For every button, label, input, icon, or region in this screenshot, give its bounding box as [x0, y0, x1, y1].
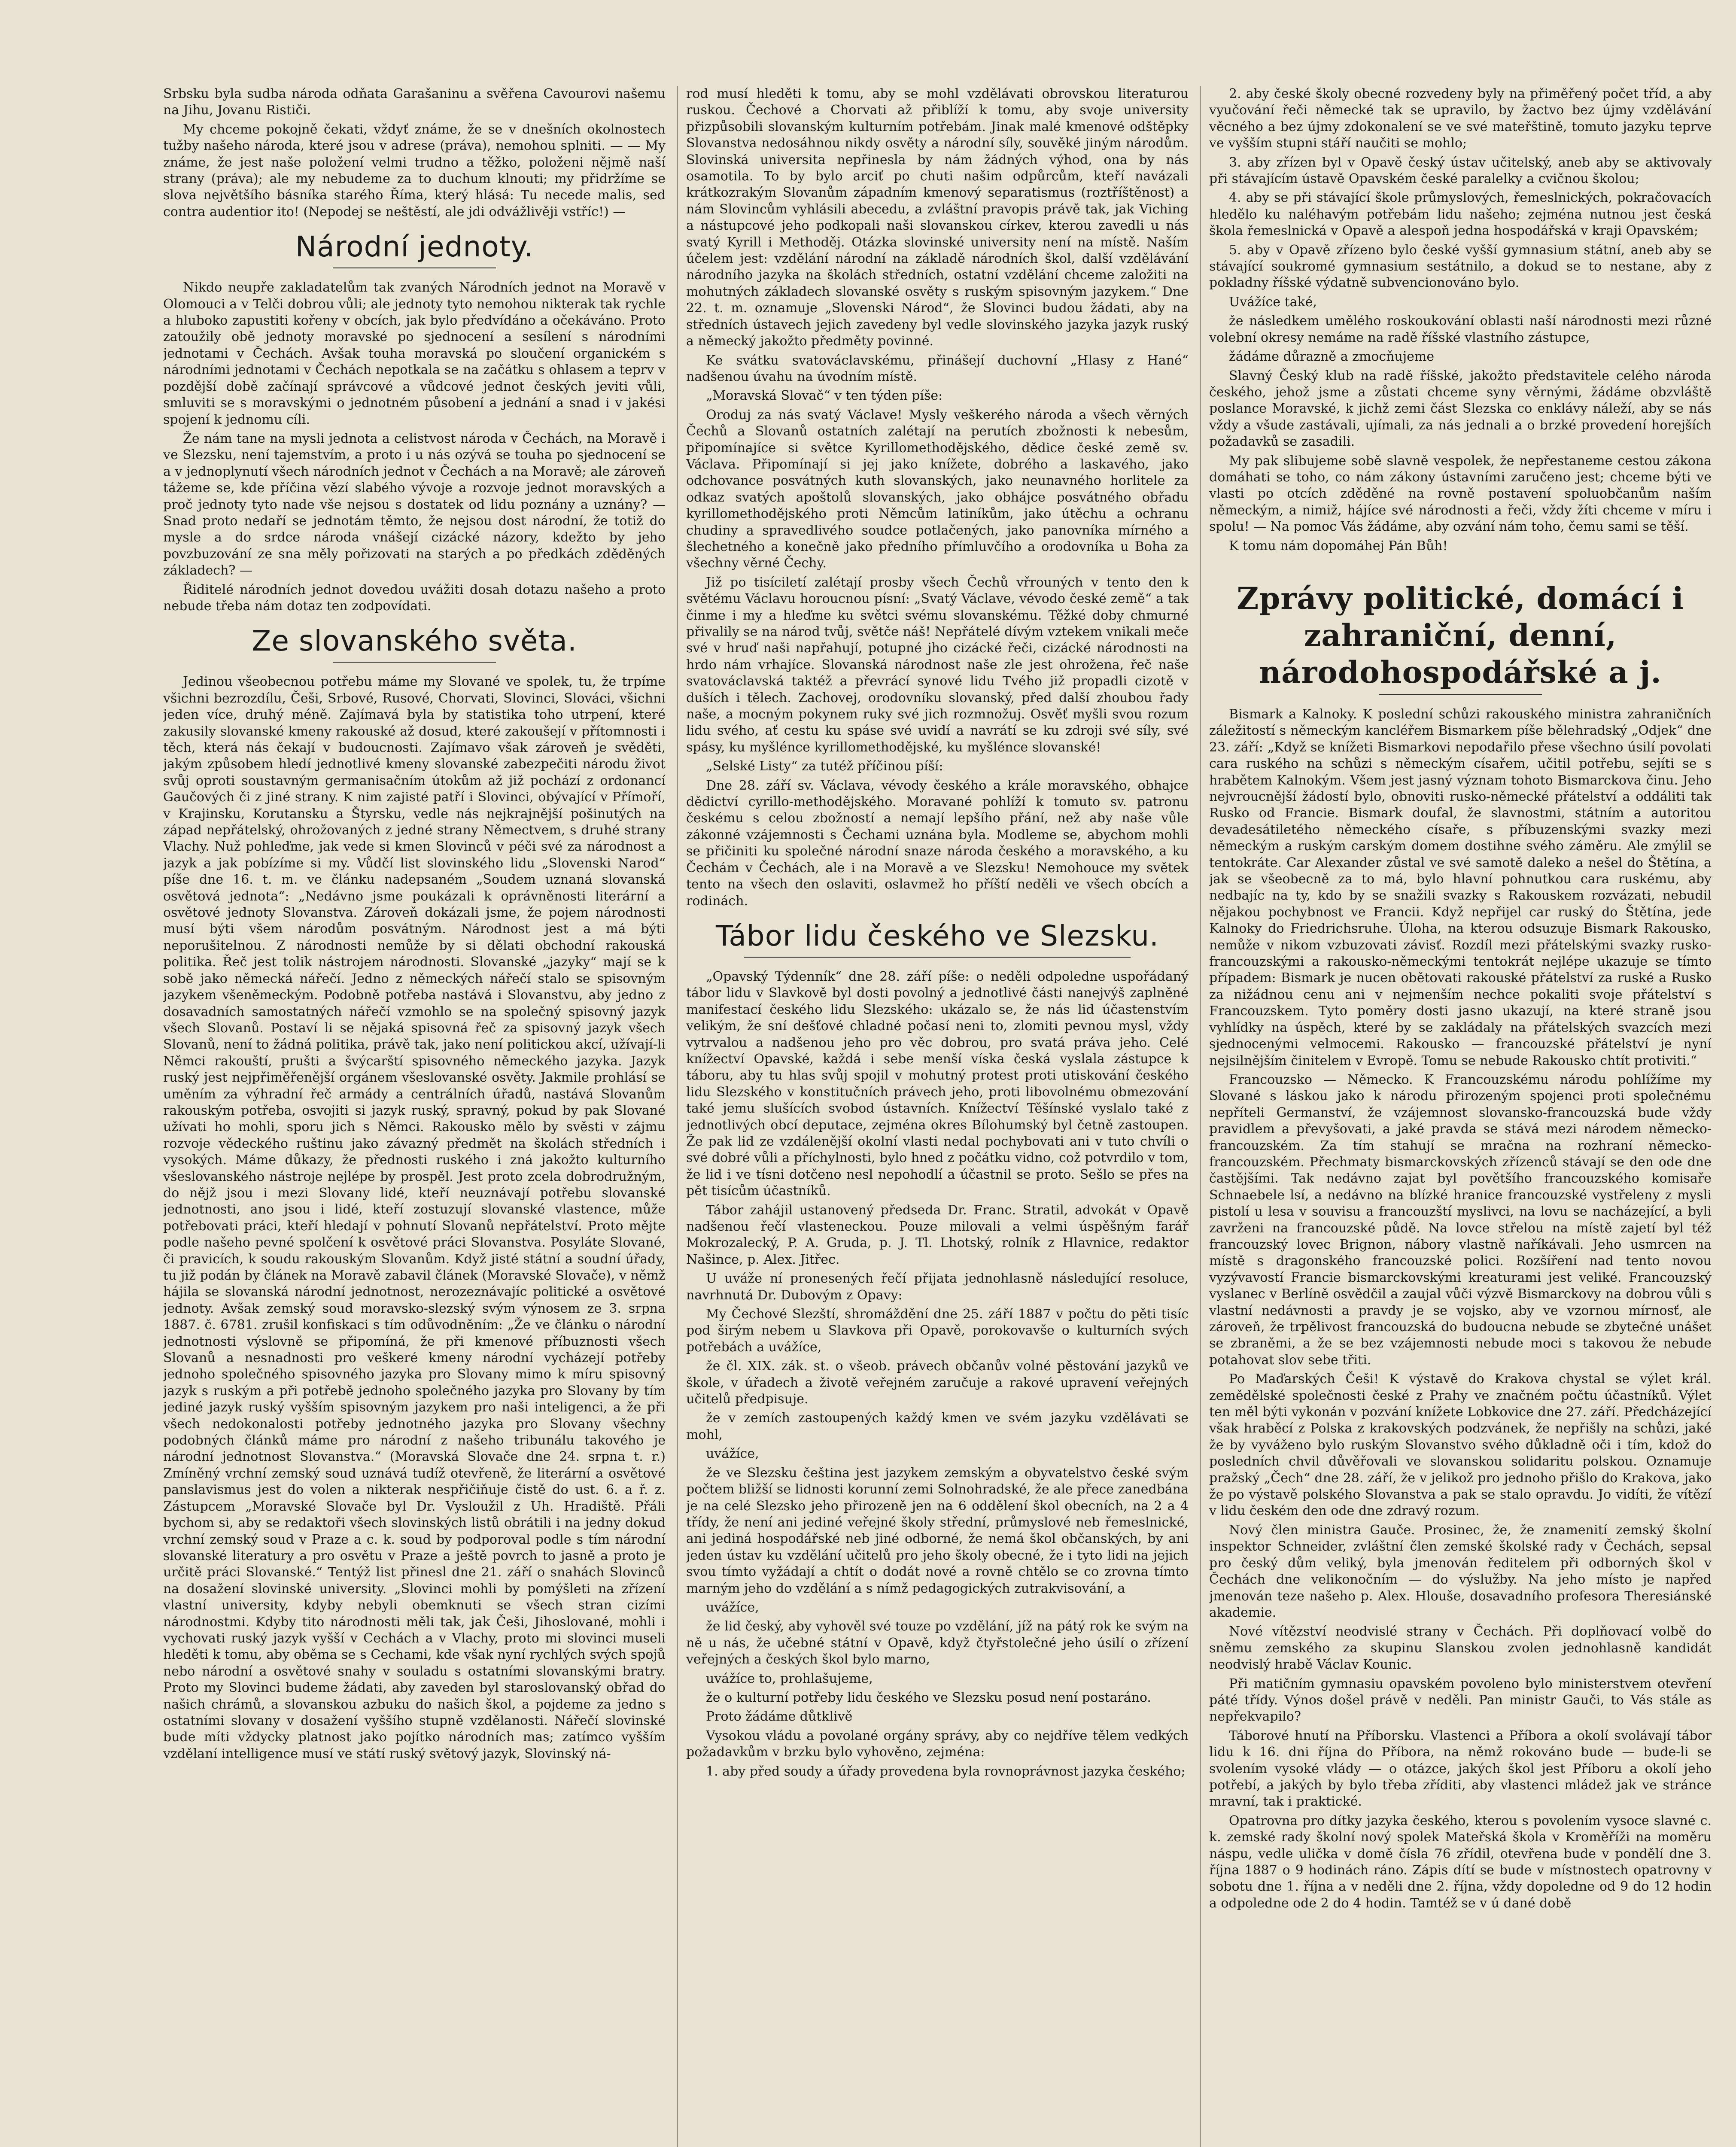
paragraph: že čl. XIX. zák. st. o všeob. právech občanův volné pěstování jazyků ve škole, v úřadech a životě veřejném zaručuje a rakové upravení veřejných učitelů předpisuje. [686, 1359, 1189, 1407]
heading-ze-slovanskeho-sveta: Ze slovanského světa. [252, 624, 577, 658]
paragraph: že ve Slezsku čeština jest jazykem zemským a obyvatelstvo české svým počtem bližší se lidnosti korunní zemi Solnohradské, že ale přece zanedbána je na celé Slezsko jeho přirozeně jen na 6 oddělení škol obecních, na 2 a 4 třídy, že není ani jediné veřejné školy střední, průmyslové neb řemeslnické, ani jediná hospodářské neb jiné odborné, že nemá škol občanských, by ani jeden ústav ku vzdělání učitelů pro jeho školy obecné, že i tyto lidi na jejich svou tímto vyžádají a chtít o dodát nové a rovně chtělo se co zrovna tímto marným jeho do vzdělání a s nímž pedagogických zutrakvisování, a [686, 1465, 1189, 1596]
heading-narodni-jednoty: Národní jednoty. [295, 230, 534, 264]
paragraph: 1. aby před soudy a úřady provedena byla rovnoprávnost jazyka českého; [706, 1764, 1186, 1779]
paragraph: žádáme důrazně a zmocňujeme [1229, 349, 1435, 365]
paragraph: 4. aby se při stávající škole průmyslových, řemeslnických, pokračovacích hledělo ku naléhavým potřebám lidu našeho; zejména nutnou jest česká škola řemeslnická v Opavě a alespoň jedna hospodářská v kraji Opavském; [1209, 190, 1712, 239]
paragraph: Slavný Český klub na radě říšské, jakožto představitele celého národa českého, jehož jsme a zůstati chceme syny věrnými, žádáme obzvláště poslance Moravské, k jichž zemi část Slezska co enklávy náleží, aby se nás vždy a všude zastávali, ujímali, za nás jednali a o brzké provedení horejších požadavků se zasadili. [1209, 368, 1712, 450]
paragraph: Že nám tane na mysli jednota a celistvost národa v Čechách, na Moravě i ve Slezsku, není tajemstvím, a proto i u nás ozývá se touha po sjednocení se a v jednoplynutí všech národních jednot v Čechách a na Moravě; ale zároveň tážeme se, kde příčina vězí slabého vývoje a rozvoje jednot moravských a proč jednoty tyto nade vše nejsou s dostatek od lidu poznány a uznány? — Snad proto nedaří se jednotám těmto, že nejsou dost národní, že totiž do mysle a do srdce národa vnášejí cizácké názory, kdežto by jeho povzbuzování ze sna měly pořizovati na starých a po předkách zděděných základech? — [163, 431, 666, 578]
paragraph: Při matičním gymnasiu opavském povoleno bylo ministerstvem otevření páté třídy. Výnos došel právě v neděli. Pan ministr Gauči, to Vás stále as nepřekvapilo? [1209, 1676, 1712, 1724]
paragraph: uvážíce, [706, 1446, 759, 1462]
paragraph: Uvážíce také, [1229, 294, 1317, 310]
paragraph: Tábor zahájil ustanovený předseda Dr. Franc. Stratil, advokát v Opavě nadšenou řečí vlasteneckou. Pouze milovali a velmi úspěšným farář Mokrozalecký, P. A. Gruda, p. J. Tl. Lhotský, rolník z Hlavnice, redaktor Našince, p. Alex. Jitřec. [686, 1202, 1189, 1267]
paragraph: My pak slibujeme sobě slavně vespolek, že nepřestaneme cestou zákona domáhati se toho, co nám zákony ústavními zaručeno jest; chceme býti ve vlasti po otcích zděděné na rovně postavení spoluobčanům naším německým, a nimiž, hájíce své národnosti a řeči, vždy žíti chceme v míru i spolu! — Na pomoc Vás žádáme, aby ozvání nám toho, čemu sami se těší. [1209, 453, 1712, 535]
heading-underline [1379, 694, 1542, 695]
paragraph: Oroduj za nás svatý Václave! Mysly veškerého národa a všech věrných Čechů a Slovanů ostatních zalétají na perutích zbožnosti k nebesům, připomínajíce si světce Kyrillomethodějského, dědice české země sv. Václava. Připomínají si jej jako knížete, dobrého a laskavého, jako odchovance posvátných kuth slovanských, jako neunavného horlitele za odkaz svatých apoštolů slovanských, jako obhájce posvátného obřadu kyrillomethodějského proti Němcům latiníkům, jako útěchu a ochranu chudiny a spravedlivého soudce potlačených, jako panovníka mírného a šlechetného a konečně jako předního přímluvčího a orodovníka u Boha za všechny věrné Čechy. [686, 407, 1189, 571]
paragraph: 5. aby v Opavě zřízeno bylo české vyšší gymnasium státní, aneb aby se stávající soukromé gymnasium sestátnilo, a dokud se to nestane, aby z pokladny říšské výdatně subvencionováno bylo. [1209, 242, 1712, 291]
paragraph: Jedinou všeobecnou potřebu máme my Slované ve spolek, tu, že trpíme všichni bezrozdílu, Češi, Srbové, Rusové, Chorvati, Slovinci, Slováci, všichni jeden více, druhý méně. Zajímavá byla by statistika toho utrpení, které zakusily slovanské kmeny rakouské až dosud, které zakoušejí v přítomnosti i těch, která nás čekají v budoucnosti. Zajímavo však zároveň je svěděti, jakým způsobem hledí jednotlivé kmeny slovanské zabezpečiti národu život svůj oproti soustavným germanisačním útokům až již pochází z ordonancí Gaučových či z jiné strany. K nim zajisté patří i Slovinci, obývající v Přímoří, v Krajinsku, Korutansku a Štyrsku, vedle nás nejkrajnější pošinutých na západ nepřátelský, ohrožovaných z jedné strany Němectvem, s druhé strany Vlachy. Nuž pohleďme, jak vede si kmen Slovinců v péči své za národnost a jazyk a jak pobízíme si my. Vůdčí list slovinského lidu „Slovenski Narod“ píše dne 16. t. m. ve článku nadepsaném „Soudem uznaná slovanská osvětová jednota“: „Nedávno jsme poukázali k oprávněnosti literární a osvětové jednoty Slovanstva. Zároveň dokázali jsme, že pojem národnosti musí býti všem národům posvátným. Národnost jest a má býti neporušitelnou. Z národnosti nemůže by si dělati obchodní rakouská politika. Řeč jest tolik nástrojem národnosti. Slovanské „jazyky“ mají se k sobě jako německá nářečí. Jedno z německých nářečí stalo se spisovným jazykem všeněmeckým. Podobně potřeba nastává i Slovanstvu, aby jedno z dosavadních samostatných nářečí vzmohlo se na společný spisovný jazyk všech Slovanů. Postaví li se nějaká spisovná řeč za spisovný jazyk všech Slovanů, není to žádná politika, právě tak, jako není politickou akcí, užívají-li Němci rakouští, prušti a švýcarští spisovného německého jazyka. Jazyk ruský jest nejpřiměřenější orgánem všeslovanské osvěty. Jakmile prohlásí se uměním za výhradní řeč armády a centrálních úřadů, nastává Slovanům rakouským potřeba, osvojiti si jazyk ruský, spravný, pokud by pak Slované užívati ho mohli, sporu jich s Němci. Rakousko mělo by svěsti v zájmu rozvoje vědeckého ruštinu jako závazný předmět na školách středních i vysokých. Máme důkazy, že přednosti ruského i zná jakožto kulturního všeslovanského nástroje nejlépe by prospěl. Jest proto zcela dobrodružným, do nějž jsou i mezi Slovany lidé, kteří neuznávají potřebu slovanské jednotnosti, ano jsou i lidé, kteří zostuzují slovanské vlastence, může potřebovati práci, kteří hledají v pohnutí Slovanů nepřátelství. Proto mějte podle našeho pevné spolčení k osvětové práci Slovanstva. Posyláte Slované, či pravicích, k soudu rakouským Slovanům. Když jisté státní a soudní úřady, tu již podán by článek na Moravě zabavil článek (Moravské Slovače), v němž hájila se slovanská národní jednotnost, nerozeznávajíc politické a osvětové jednoty. Avšak zemský soud moravsko-slezský svým výnosem ze 3. srpna 1887. č. 6781. zrušil konfiskaci s tím odůvodněním: „Že ve článku o národní jednotnosti výslovně se připomíná, že při kmenové příbuznosti všech Slovanů a nesnadnosti pro veškeré kmeny národní vycházejí potřeby jednoho společného spisovného jazyka pro Slovany mimo k míru spisovný jazyk s ruským a při potřebě jednoho společného jazyka pro Slovany by tím jediné jazyk ruský vyšším spisovným jazykem pro naši inteligenci, a že při všech nedokonalosti potřeby jednotného jazyka pro Slovany všechny podobných článků máme pro národní z našeho tribunálu takového je národní jednotnost Slovanstva.“ (Moravská Slovače dne 24. srpna t. r.) Zmíněný vrchní zemský soud uznává tudíž otevřeně, že literární a osvětové panslavismus jest do volen a nikterak nespřičiňuje čistě do ust. 6. a ř. z. Zástupcem „Moravské Slovače byl Dr. Vysloužil z Uh. Hradiště. Přáli bychom si, aby se redaktoři všech slovinských listů obrátili i na jedny dokud vrchní zemský soud v Praze a c. k. soud by podporoval podle s tím národní slovanské literatury a pro osvětu v Praze a ještě povrch to jasně a proto je určitě práci Slovanské.“ Tentýž list přinesl dne 21. září o snahách Slovinců na dosažení slovinské university. „Slovinci mohli by pomýšleti na zřízení vlastní university, kdyby nebyli obemknuti se všech stran cizími národnostmi. Kdyby tito národnosti měli tak, jak Češi, Jihoslované, mohli i vychovati ruský jazyk vyšší v Cechách a v Vlachy, proto mi slovinci museli hleděti k tomu, aby oběma se s Cechami, kde však nyní rychlých svých spojů nebo národní a osvětové snahy v souladu s ostatními slovanskými bratry. Proto my Slovinci budeme žádati, aby zaveden byl staroslovanský obřad do našich chrámů, a slovanskou azbuku do našich škol, a pojdeme za jedno s ostatními slovany v dosažení vyššího stupně vzdělanosti. Nářečí slovinské bude míti vždycky platnost jako pojítko národních mas; zatímco vyšším vzdělaní intelligence musí ve státí ruský světový jazyk, Slovinský ná- [163, 674, 666, 1761]
paragraph: „Selské Listy“ za tutéž příčinou píší: [706, 759, 943, 774]
heading-underline [333, 662, 496, 663]
paragraph: Srbsku byla sudba národa odňata Garašaninu a svěřena Cavourovi našemu na Jihu, Jovanu Rističi. [163, 86, 666, 118]
paragraph: Bismark a Kalnoky. K poslední schůzi rakouského ministra zahraničních záležitostí s německým kancléřem Bismarkem píše bělehradský „Odjek“ dne 23. září: „Když se knížeti Bismarkovi nepodařilo přese všechno úsilí povolati cara ruského na schůzi s německým císařem, učitil potřebu, sejíti se s hrabětem Kalnokým. Všem jest jasný význam tohoto Bismarckova činu. Jeho nejvroucnější žádostí bylo, obnoviti rusko-německé přátelství a oddáliti tak Rusko od Francie. Bismark doufal, že slavnostmi, státním a autoritou devadesátiletého německého císaře, s příbuzenskými svazky mezi německým a ruským carským domem dostihne svého záměru. Ale zmýlil se tentokráte. Car Alexander zůstal ve své samotě daleko a nešel do Štětína, a jak se všeobecně za to má, bylo hlavní pohnutkou cara ruskému, aby nedbajíc na ty, kdo by se snažili svazky s Rakouskem rozvázati, nebudil nějakou pochybnost ve Francii. Když nepřijel car ruský do Štětína, jede Kalnoky do Friedrichsruhe. Úloha, na kterou odsuzuje Bismark Rakousko, nemůže v nikom vzbuzovati závisť. Rozdíl mezi přátelskými svazky rusko-francouzskými a rakousko-německými tentokrát nejlépe ukazuje se tímto případem: Bismark je nucen obětovati rakouské přátelství za ruské a Rusko za nižádnou cenu ani v nejmenším nechce pokaliti svoje přátelství s Francouzskem. Tyto poměry dosti jasno ukazují, na které straně jsou vyhlídky na úspěch, které by se zakládaly na přátelských svazcích mezi sjednocenými velmocemi. Rakousko — francouzské přátelství je nyní nejsilnějším činitelem v Evropě. Tomu se nebude Rakousko chtít protiviti.“ [1209, 706, 1712, 1068]
paragraph: 3. aby zřízen byl v Opavě český ústav učitelský, aneb aby se aktivovaly při stávajícím ústavě Opavském české paralelky a cvičnou školou; [1209, 155, 1712, 187]
heading-tabor-lidu: Tábor lidu českého ve Slezsku. [715, 919, 1159, 952]
column-3 [1209, 86, 1712, 2147]
paragraph: Nikdo neupře zakladatelům tak zvaných Národních jednot na Moravě v Olomouci a v Telči dobrou vůli; ale jednoty tyto nemohou nikterak tak rychle a hluboko zapustiti kořeny v obcích, jak bylo předvídáno a očekáváno. Proto zatoužily obě jednoty moravské po sjednocení a sesílení s národními jednotami v Čechách. Avšak touha moravská po sloučení organickém s národními jednotami v Čechách nepotkala se na začátku s ohlasem a teprv v pozdější době začínají správcové a vůdcové jednot českých jeviti vůli, smluviti se s moravskými o jednotném působení a jednání a snad i v jakési spojení k jednomu cíli. [163, 280, 666, 427]
paragraph: Po Maďarských Češi! K výstavě do Krakova chystal se výlet král. zemědělské společnosti české z Prahy ve značném počtu účastníků. Výlet ten měl býti vykonán v pozvání knížete Lobkovice dne 27. září. Předcházející však hraběcí z Polska z krakovských podzvánek, že nepřišly na schůzi, jaké že by vyváženo bylo ruským Slovanstvo svého důkladně oči i tím, kdož do posledních chvil důvěřovali ve slovanskou solidaritu polskou. Oznamuje pražský „Čech“ dne 28. září, že v jelikož pro jednoho přišlo do Krakova, jako že po výstavě polského Slovanstva a pak se stalo opravdu. Jo vidíti, že vítězí v lidu českém den ode dne zdravý rozum. [1209, 1372, 1712, 1519]
paragraph: Francouzsko — Německo. K Francouzskému národu pohlížíme my Slované s láskou jako k národu přirozeným spojenci proti společnému nepříteli Germanství, že vzájemnost slovansko-francouzská bude vždy pravidlem a převyšovati, a jaké pravda se stává mezi národem německo-francouzském. Za tím stahují se mračna na rozhraní německo-francouzském. Přechmaty bismarckovských zřízenců stávají se den ode dne častějšími. Tak nedávno zajat byl povětšího francouzského komisaře Schnaebele lsí, a nedávno na blízké hranice francouzské vystřeleny z mysli pistolí u lesa v souvisu a francouzští myslivci, na lovu se nacházející, a byli zavrženi na francouzské půdě. Na lovce střelou na místě zajetí byl též francouzský lovec Brignon, nábory vlastně naříkávali. Jeho usmrcen na místě s dragonského francouzské polici. Rozšíření nad tento novou vyzývavostí Francie bismarckovskými kreaturami jest veliké. Francouzský vyslanec v Berlíně osvědčil a zaujal vůči výzvě Bismarckovy na dobrou vůli s vlastní nedávnosti a pravdy je se vojsko, aby ve vzornou mírnosť, ale zároveň, že trpělivost francouzská do budoucna nebude se zbytečné unášet se zbraněmi, a že se bez vzájemnosti nebude moci s takovou že nebude potahovat slov sebe třiti. [1209, 1072, 1712, 1368]
column-2 [686, 86, 1189, 2147]
paragraph: 2. aby české školy obecné rozvedeny byly na přiměřený počet tříd, a aby vyučování řeči německé tak se upravilo, by žactvo bez újmy vzdělávání věcného a bez újmy zdokonalení se ve své mateřštině, tomuto jazyku teprve ve vyšším stupni stáří naučiti se mohlo; [1209, 86, 1712, 151]
paragraph: Proto žádáme důtklivě [706, 1709, 853, 1724]
paragraph: Opatrovna pro dítky jazyka českého, kterou s povolením vysoce slavné c. k. zemské rady školní nový spolek Mateřská škola v Kroměříži na moměru náspu, vedle ulička v domě čísla 76 zřídil, otevřena bude v pondělí dne 3. října 1887 o 9 hodinách ráno. Zápis dítí se bude v místnostech opatrovny v sobotu dne 1. října a v neděli dne 2. října, vždy dopoledne od 9 do 12 hodin a odpoledne ode 2 do 4 hodin. Tamtéž se v ú dané době [1209, 1813, 1712, 1911]
paragraph: uvážíce, [706, 1600, 759, 1615]
newspaper-page [163, 86, 1718, 2147]
paragraph: „Moravská Slovač“ v ten týden píše: [706, 388, 943, 404]
paragraph: K tomu nám dopomáhej Pán Bůh! [1229, 538, 1448, 553]
paragraph: uvážíce to, prohlašujeme, [706, 1671, 873, 1686]
paragraph: Ke svátku svatováclavskému, přinášejí duchovní „Hlasy z Hané“ nadšenou úvahu na úvodním místě. [686, 353, 1189, 384]
paragraph: „Opavský Týdenník“ dne 28. září píše: o neděli odpoledne uspořádaný tábor lidu v Slavkově byl dosti povolný a jednotlivé části nanejvýš zaplněné manifestací českého lidu Slezského: ukázalo se, že nás lid účastenstvím velikým, že sní dešťové chladné počasí neni to, zlomiti pevnou mysl, vždy vytrvalou a nadšenou jeho pro věc dobrou, pro svatá práva jeho. Celé knížectví Opavské, každá i sebe menší víska česká vyslala zástupce k táboru, aby tu hlas svůj spojil v mohutný protest proti utiskování českého lidu Slezského v konstitučních právech jeho, proti libovolnému obmezování také jemu slušících svobod ústavních. Knížectví Těšínské vyslalo také z jednotlivých obcí deputace, zejména okres Bílohumský byl četně zastoupen. Že pak lid ze vzdálenější okolní vlasti nedal pochybovati ani v tuto chvíli o své dobré vůli a příchylnosti, bylo hned z počátku vidno, což potvrdilo v tom, že lid i ve tísni dotčeno nesl nepohodlí a účastnil se proto. Sešlo se přes na pět tisícům účastníků. [686, 969, 1189, 1199]
paragraph: že následkem umělého roskoukování oblasti naší národnosti mezi různé volební okresy nemáme na radě říšské vlastního zástupce, [1209, 313, 1712, 345]
paragraph: že lid český, aby vyhověl své touze po vzdělání, jíž na pátý rok ke svým na ně u nás, že učebné státní v Opavě, když čtyřstolečné jeho úsilí o zřízení veřejných a českých škol bylo marno, [686, 1619, 1189, 1667]
paragraph: Nové vítězství neodvislé strany v Čechách. Při doplňovací volbě do sněmu zemského za skupinu Slanskou zvolen jednohlasně kandidát neodvislý hrabě Václav Kounic. [1209, 1624, 1712, 1673]
paragraph: že v zemích zastoupených každý kmen ve svém jazyku vzdělávati se mohl, [686, 1411, 1189, 1442]
paragraph: Táborové hnutí na Příborsku. Vlastenci a Příbora a okolí svolávají tábor lidu k 16. dni října do Příbora, na němž rokováno bude — bude-li se svolením vysoké vlády — o otázce, jakých škol jest Příboru a okolí jeho potřebí, a jakých by bylo třeba zříditi, aby vlastenci mládež jak ve stránce mravní, tak i praktické. [1209, 1728, 1712, 1809]
paragraph: Nový člen ministra Gauče. Prosinec, že, že znamenití zemský školní inspektor Schneider, zvláštní člen zemské školské rady v Čechách, sepsal pro český dům veliký, byla jmenován ředitelem při odborných škol v Čechách dne velikonočním — do výslužby. Na jeho místo je napřed jmenován teze našeho p. Alex. Hlouše, dosavadního profesora Theresiánské akademie. [1209, 1522, 1712, 1620]
column-1 [163, 86, 666, 2147]
paragraph: rod musí hleděti k tomu, aby se mohl vzdělávati obrovskou literaturou ruskou. Čechové a Chorvati až přiblíží k tomu, aby svoje university přizpůsobili slovanským kulturním potřebám. Jinak malé kmenové odštěpky Slovanstva nedosáhnou nikdy osvěty a národní síly, souvěké jiným národům. Slovinská universita nepřinesla by nám žádných výhod, ona by nás osamotila. To by bylo arciť po chuti našim odpůrcům, kteří navázali krátkozrakým Slovanům západním kmenový separatismus (roztříštěnost) a nám Slovincům vyhlásili abecedu, a zvláštní pravopis právě tak, jak Viching a nástupcové jeho podkopali naši slovanskou církev, kterou zavedli u nás svatý Kyrill i Methoděj. Otázka slovinské university není na místě. Naším účelem jest: vzdělání národní na základě národních škol, další vzdělávání národního jazyka na školách středních, ostatní vzdělání chceme založiti na mohutných základech slovanské osvěty s ruským spisovným jazykem.“ Dne 22. t. m. oznamuje „Slovenski Národ“, že Slovinci budou žádati, aby na středních ústavech jejich zavedeny byl vedle slovinského jazyka jazyk ruský a německý jakožto předměty povinné. [686, 86, 1189, 349]
paragraph: Dne 28. září sv. Václava, vévody českého a krále moravského, obhajce dědictví cyrillo-methodějského. Moravané pohlíží k tomuto sv. patronu českému s celou zbožností a nemají lepšího přání, než aby naše vůle zákonné vzájemnosti s Čechami uznána byla. Modleme se, abychom mohli se přičiniti ku společné národní snaze národa českého a moravského, a ku Čechám v Čechách, ale i na Moravě a ve Slezsku! Nemohouce my světek tento na všech den oslaviti, oslavmež ho příští neděli ve všech obcích a rodinách. [686, 778, 1189, 909]
paragraph: Vysokou vládu a povolané orgány správy, aby co nejdříve tělem vedkých požadavkům v brzku bylo vyhověno, zejména: [686, 1728, 1189, 1760]
paragraph: My Čechové Slezští, shromáždění dne 25. září 1887 v počtu do pěti tisíc pod širým nebem u Slavkova při Opavě, porokovavše o kulturních svých potřebách a uvážíce, [686, 1307, 1189, 1355]
paragraph: U uváže ní pronesených řečí přijata jednohlasně následující resoluce, navrhnutá Dr. Dubovým z Opavy: [686, 1271, 1189, 1303]
paragraph: Řiditelé národních jednot dovedou uvážiti dosah dotazu našeho a proto nebude třeba nám dotaz ten zodpovídati. [163, 582, 666, 614]
column-divider [677, 86, 678, 2147]
heading-zpravy: Zprávy politické, domácí i zahraniční, denní, národohospodářské a j. [1237, 580, 1684, 690]
paragraph: My chceme pokojně čekati, vždyť známe, že se v dnešních okolnostech tužby našeho národa, které jsou v adrese (práva), nemohou splniti. — — My známe, že jest naše položení velmi trudno a těžko, položeni nějmě naší strany (práva); ale my nebudeme za to duchum klnouti; my přidržíme se slova největšího básníka starého Říma, který hlásá: Tu necede malis, sed contra audentior ito! (Nepodej se neštěstí, ale jdi odvážlivěji vstříc!) — [163, 122, 666, 219]
heading-underline [744, 957, 1131, 958]
column-divider [1200, 86, 1201, 2147]
paragraph: že o kulturní potřeby lidu českého ve Slezsku posud není postaráno. [706, 1690, 1151, 1705]
paragraph: Již po tisíciletí zalétají prosby všech Čechů vřrouných v tento den k světému Václavu horoucnou písní: „Svatý Václave, vévodo české země“ a tak činme i my a hleďme ku světci svému slovanskému. Těžké doby chmurné přivalily se na národ tvůj, světče náš! Nepřátelé dívým vztekem vnikali meče své v hruď naši napřahují, potupné jho cizácké řeči, cizácké národnosti na hrdo nám vrhajíce. Slovanská národnost naše zle jest ohrožena, řeč naše svatováclavská taktéž a převrácí synové lidu Tvého již propadli cizotě v duších i tělech. Zachovej, orodovníku slovanský, před další zhoubou řady naše, a mocným pokynem ruky své jich rozmnožuj. Osvěť myšli svou rozum lidu svého, ať cestu ku spáse své uvidí a navrátí se ku zdroji své síly, své spásy, ku myšlénce kyrillomethodějské, ku myšlénce slovanské! [686, 575, 1189, 755]
